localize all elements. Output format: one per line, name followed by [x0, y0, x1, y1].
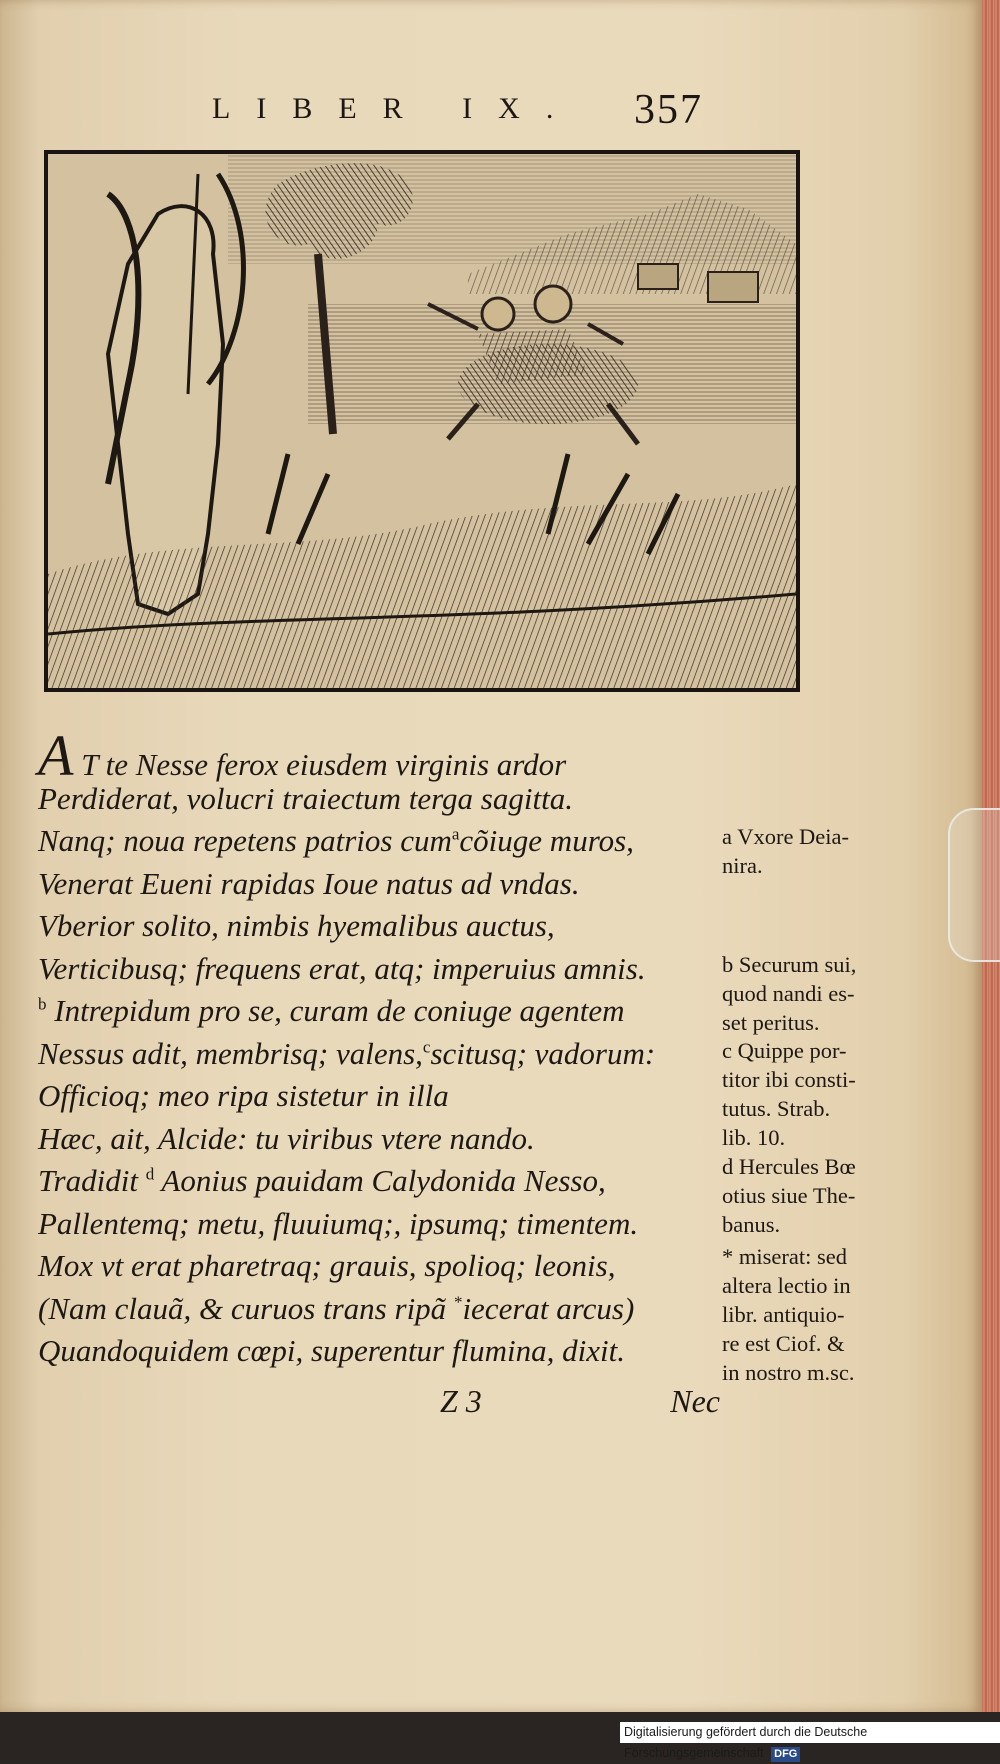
note-marker-star: *	[453, 1292, 463, 1312]
footer-text: Digitalisierung gefördert durch die Deutsche Forschungsgemeinschaft	[624, 1725, 868, 1760]
digitization-footer	[620, 1722, 1000, 1760]
verse-text: iecerat arcus)	[462, 1290, 635, 1326]
note-d: d Hercules Bœ otius siue The- banus.	[722, 1154, 856, 1237]
note-marker-b: b	[38, 994, 47, 1014]
running-head: LIBER IX.	[212, 92, 580, 125]
page-number: 357	[634, 87, 703, 133]
note-c: c Quippe por- titor ibi consti- tutus. Strab. lib. 10.	[722, 1038, 856, 1150]
verse-text: cõiuge muros,	[459, 823, 634, 858]
page-tab-marker	[948, 808, 1000, 962]
verse-text: (Nam clauã, & curuos trans ripã	[38, 1290, 447, 1326]
note-b: b Securum sui, quod nandi es- set peritus.	[722, 952, 857, 1035]
verse-line: Officioq; meo ripa sistetur in illa	[38, 1078, 449, 1113]
verse-text: T te Nesse ferox eiusdem virginis ardor	[81, 747, 567, 782]
note-marker-a: a	[451, 824, 460, 844]
verse-line: Perdiderat, volucri traiectum terga sagitta.	[38, 780, 573, 816]
note-marker-d: d	[145, 1164, 155, 1184]
verse-text: Nanq; noua repetens patrios cum	[38, 823, 452, 858]
verse-block	[38, 723, 718, 1373]
verse-line: Mox vt erat pharetraq; grauis, spolioq; leonis,	[38, 1248, 616, 1283]
verse-text: Nessus adit, membrisq; valens,	[38, 1035, 423, 1071]
verse-text: Intrepidum pro se, curam de coniuge agentem	[54, 993, 625, 1028]
verse-text: Aonius pauidam Calydonida Nesso,	[161, 1163, 606, 1198]
note-marker-c: c	[422, 1037, 431, 1057]
verse-line	[38, 1160, 718, 1203]
signature-mark: Z 3	[440, 1383, 482, 1419]
catchword: Nec	[670, 1383, 720, 1419]
drop-cap: A	[38, 723, 74, 788]
woodcut-illustration	[44, 150, 800, 692]
verse-line	[38, 1288, 718, 1331]
verse-line	[38, 990, 718, 1033]
verse-line: Hæc, ait, Alcide: tu viribus vtere nando.	[38, 1120, 535, 1156]
verse-line	[38, 723, 718, 788]
verse-line	[38, 820, 718, 863]
note-a: a Vxore Deia- nira.	[722, 824, 850, 878]
verse-line	[38, 1033, 718, 1076]
verse-text: Tradidit	[38, 1163, 138, 1198]
verse-text: scitusq; vadorum:	[430, 1035, 656, 1071]
verse-line: Vberior solito, nimbis hyemalibus auctus,	[38, 908, 555, 943]
note-star: * miserat: sed altera lectio in libr. antiquio- re est Ciof. & in nostro m.sc.	[722, 1244, 855, 1385]
verse-line: Pallentemq; metu, fluuiumq;, ipsumq; timentem.	[38, 1205, 639, 1241]
dfg-logo-icon: DFG	[771, 1747, 800, 1762]
verse-line: Venerat Eueni rapidas Ioue natus ad vndas.	[38, 865, 580, 901]
verse-line: Verticibusq; frequens erat, atq; imperuius amnis.	[38, 950, 646, 986]
catchline	[440, 1383, 720, 1423]
verse-line: Quandoquidem cœpi, superentur flumina, dixit.	[38, 1333, 625, 1368]
page-header	[0, 87, 1000, 142]
